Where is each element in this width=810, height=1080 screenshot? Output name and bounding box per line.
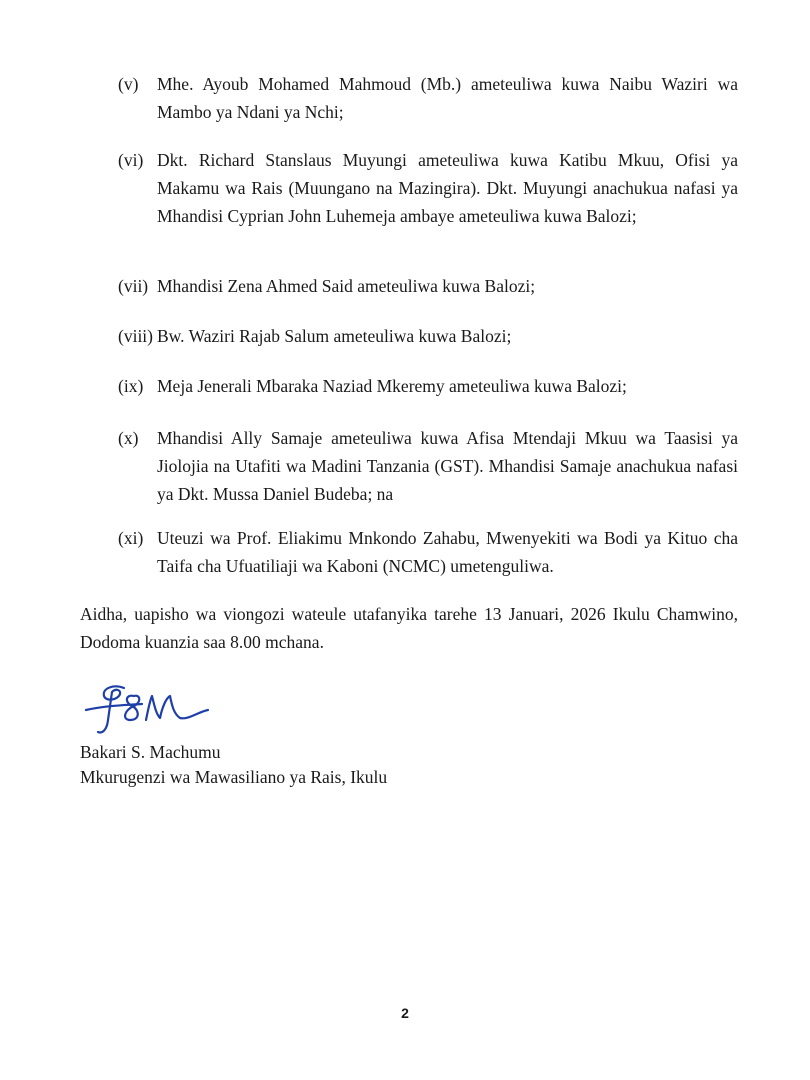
list-item bbox=[118, 272, 738, 300]
item-number: (ix) bbox=[118, 376, 144, 396]
item-text: Mhandisi Ally Samaje ameteuliwa kuwa Afisa Mtendaji Mkuu wa Taasisi ya Jiolojia na Utafiti wa Madini Tanzania (GST). Mhandisi Samaje anachukua nafasi ya Dkt. Mussa Daniel Budeba; na bbox=[157, 428, 738, 504]
item-text: Mhe. Ayoub Mohamed Mahmoud (Mb.) ameteuliwa kuwa Naibu Waziri wa Mambo ya Ndani ya Nchi; bbox=[157, 74, 738, 122]
list-item bbox=[118, 322, 738, 350]
item-number: (vi) bbox=[118, 150, 144, 170]
page-number: 2 bbox=[401, 1005, 409, 1021]
list-item bbox=[118, 424, 738, 508]
signature-image bbox=[84, 680, 234, 736]
list-item bbox=[118, 146, 738, 230]
item-text: Uteuzi wa Prof. Eliakimu Mnkondo Zahabu, Mwenyekiti wa Bodi ya Kituo cha Taifa cha Ufuatiliaji wa Kaboni (NCMC) umetenguliwa. bbox=[157, 528, 738, 576]
item-number: (viii) bbox=[118, 326, 153, 346]
item-text: Mhandisi Zena Ahmed Said ameteuliwa kuwa Balozi; bbox=[157, 276, 536, 296]
signature-block bbox=[80, 740, 387, 790]
item-text: Dkt. Richard Stanslaus Muyungi ameteuliwa kuwa Katibu Mkuu, Ofisi ya Makamu wa Rais (Muungano na Mazingira). Dkt. Muyungi anachukua nafasi ya Mhandisi Cyprian John Luhemeja ambaye ameteuliwa kuwa Balozi; bbox=[157, 150, 738, 226]
list-item bbox=[118, 70, 738, 126]
item-text: Meja Jenerali Mbaraka Naziad Mkeremy ameteuliwa kuwa Balozi; bbox=[157, 376, 627, 396]
item-number: (xi) bbox=[118, 528, 144, 548]
item-number: (x) bbox=[118, 428, 139, 448]
signature-strokes bbox=[86, 686, 208, 732]
item-number: (v) bbox=[118, 74, 139, 94]
list-item bbox=[118, 372, 738, 400]
item-number: (vii) bbox=[118, 276, 149, 296]
closing-paragraph: Aidha, uapisho wa viongozi wateule utafanyika tarehe 13 Januari, 2026 Ikulu Chamwino, Dodoma kuanzia saa 8.00 mchana. bbox=[80, 604, 738, 652]
item-text: Bw. Waziri Rajab Salum ameteuliwa kuwa Balozi; bbox=[157, 326, 512, 346]
signatory-name: Bakari S. Machumu bbox=[80, 742, 221, 762]
signatory-title: Mkurugenzi wa Mawasiliano ya Rais, Ikulu bbox=[80, 767, 388, 787]
list-item bbox=[118, 524, 738, 580]
